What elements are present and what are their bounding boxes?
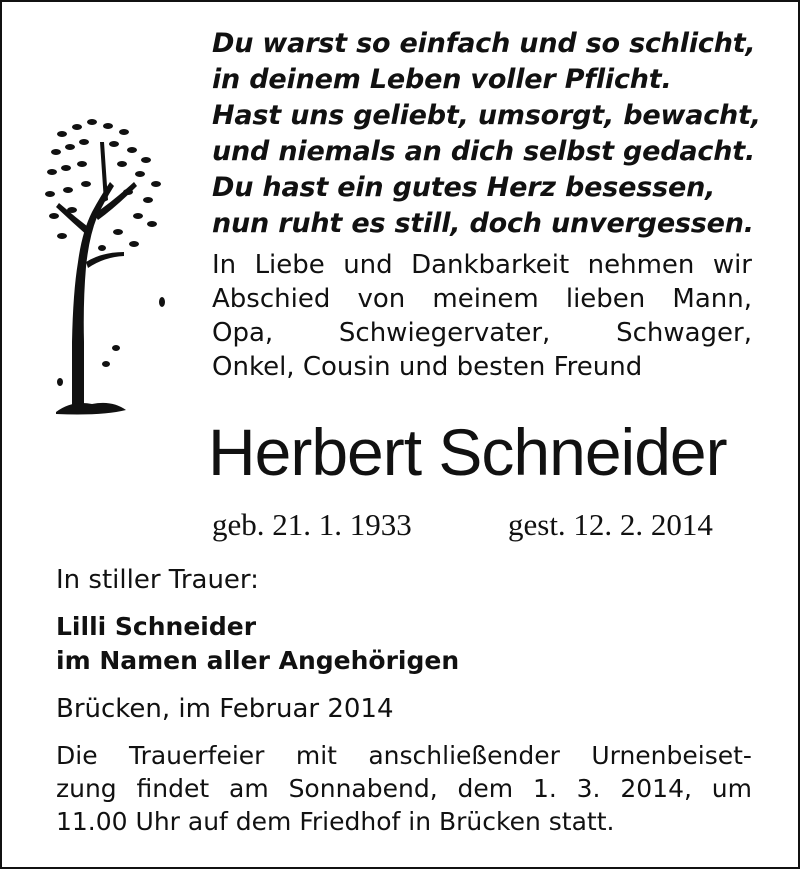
poem-line: Du hast ein gutes Herz besessen,	[212, 172, 716, 203]
funeral-line: 11.00 Uhr auf dem Friedhof in Brücken statt.	[56, 807, 615, 836]
poem-line: Hast uns geliebt, umsorgt, bewacht,	[212, 100, 761, 131]
place-date: Brücken, im Februar 2014	[56, 694, 394, 724]
mourner-name: Lilli Schneider	[56, 612, 257, 641]
funeral-notice	[56, 739, 752, 838]
word: Schwiegervater,	[338, 318, 551, 348]
word: Liebe	[254, 250, 325, 280]
word: Opa,	[212, 318, 274, 348]
poem-line: nun ruht es still, doch unvergessen.	[212, 208, 754, 239]
word: nehmen	[587, 250, 695, 280]
word: Schwager,	[616, 318, 752, 348]
word: von	[357, 284, 406, 314]
word: Mann,	[672, 284, 752, 314]
word: 2014,	[620, 774, 692, 803]
word: anschließender	[368, 741, 560, 770]
death-date: gest. 12. 2. 2014	[508, 507, 713, 542]
poem-line: Du warst so einfach und so schlicht,	[212, 28, 756, 59]
word: dem	[457, 774, 514, 803]
funeral-line	[56, 772, 752, 805]
word: Die	[56, 741, 98, 770]
mourning-label: In stiller Trauer:	[56, 565, 259, 595]
intro-line	[212, 316, 752, 350]
poem-line: und niemals an dich selbst gedacht.	[212, 136, 756, 167]
word: Sonnabend,	[288, 774, 438, 803]
tree-icon	[42, 112, 172, 417]
word: 1.	[532, 774, 557, 803]
mourners	[56, 610, 459, 678]
birth-date: geb. 21. 1. 1933	[212, 507, 412, 542]
word: findet	[136, 774, 210, 803]
word: lieben	[565, 284, 646, 314]
poem	[212, 26, 772, 242]
intro-line: Onkel, Cousin und besten Freund	[212, 352, 643, 382]
word: Abschied	[212, 284, 331, 314]
word: am	[229, 774, 269, 803]
word: um	[711, 774, 752, 803]
word: meinem	[432, 284, 539, 314]
word: Trauerfeier	[128, 741, 265, 770]
deceased-name: Herbert Schneider	[208, 415, 727, 489]
word: zung	[56, 774, 117, 803]
word: 3.	[576, 774, 601, 803]
poem-line: in deinem Leben voller Pflicht.	[212, 64, 672, 95]
intro-line	[212, 282, 752, 316]
word: und	[343, 250, 393, 280]
word: Urnenbeiset-	[591, 741, 752, 770]
intro-line	[212, 248, 752, 282]
funeral-line	[56, 739, 752, 772]
word: wir	[712, 250, 752, 280]
word: Dankbarkeit	[411, 250, 570, 280]
intro-text	[212, 248, 752, 384]
mourner-name: im Namen aller Angehörigen	[56, 646, 460, 675]
word: In	[212, 250, 237, 280]
word: mit	[295, 741, 337, 770]
